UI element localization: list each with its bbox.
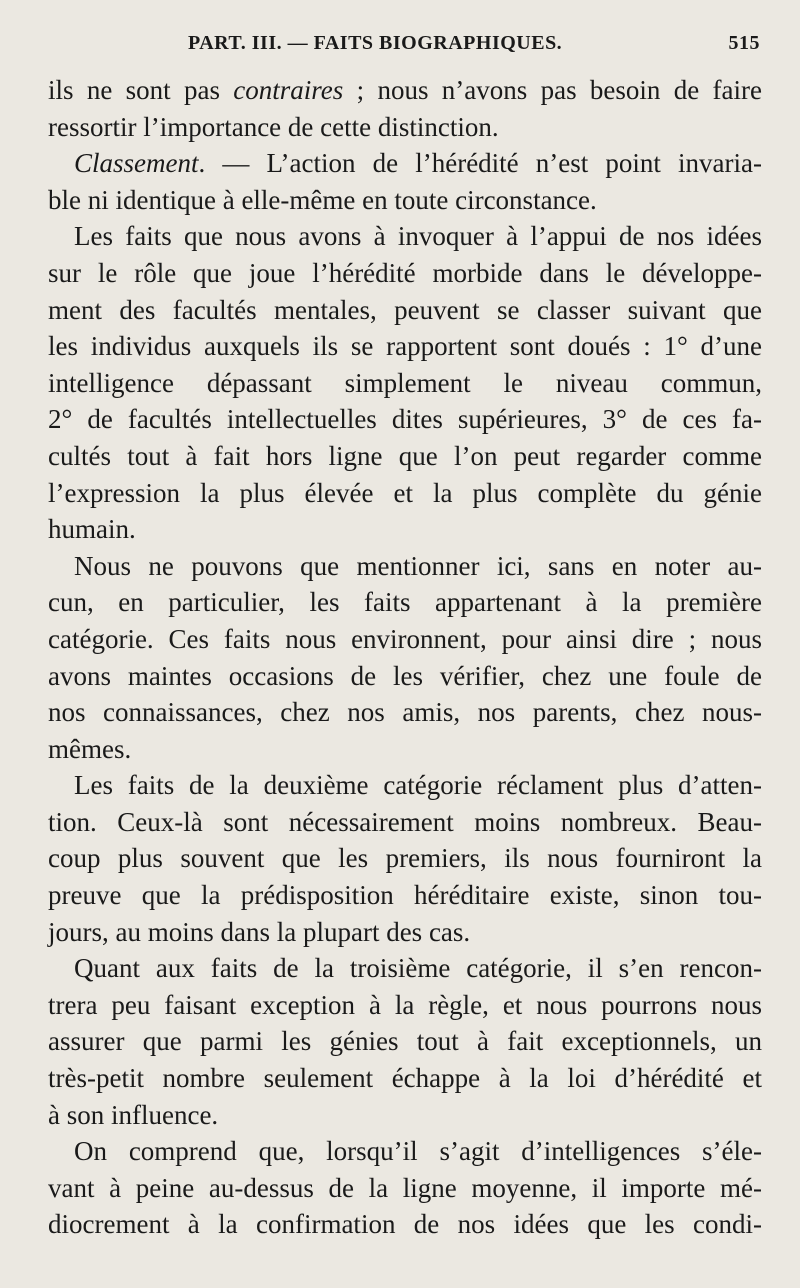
text-line: [48, 438, 762, 475]
text-segment: Quant aux faits de la troisième catégorie, il s’en rencon-: [74, 953, 762, 984]
text-segment: ils ne sont pas: [48, 75, 234, 105]
text-line: [48, 109, 762, 146]
text-line: [48, 767, 762, 804]
running-head: [188, 32, 762, 66]
text-line: [48, 658, 762, 695]
text-line: [48, 218, 762, 255]
text-segment: vant à peine au-dessus de la ligne moyenne, il importe mé-: [48, 1172, 762, 1203]
running-head-title: PART. III. — FAITS BIOGRAPHIQUES.: [188, 32, 563, 54]
text-segment: 2° de facultés intellectuelles dites supérieures, 3° de ces fa-: [48, 404, 762, 435]
text-line: [48, 1170, 762, 1207]
body-text: [48, 72, 762, 1243]
text-line: [48, 1060, 762, 1097]
italic-text: contraires: [233, 75, 344, 105]
text-segment: cultés tout à fait hors ligne que l’on peut regarder comme: [48, 440, 762, 471]
text-line: [48, 840, 762, 877]
text-line: [48, 621, 762, 658]
text-line: [48, 731, 762, 768]
text-segment: On comprend que, lorsqu’il s’agit d’intelligences s’éle-: [74, 1136, 762, 1167]
text-segment: catégorie. Ces faits nous environnent, pour ainsi dire ; nous: [48, 623, 762, 654]
text-line: [48, 987, 762, 1024]
text-segment: sur le rôle que joue l’hérédité morbide dans le développe-: [48, 257, 762, 288]
text-segment: jours, au moins dans la plupart des cas.: [48, 916, 471, 947]
text-line: [48, 401, 762, 438]
text-segment: preuve que la prédisposition héréditaire existe, sinon tou-: [48, 880, 762, 911]
italic-text: Classement: [74, 148, 199, 179]
text-segment: avons maintes occasions de les vérifier, chez une foule de: [48, 660, 762, 691]
page-number: 515: [728, 32, 760, 54]
text-line: [48, 365, 762, 402]
text-segment: Nous ne pouvons que mentionner ici, sans en noter au-: [74, 550, 762, 581]
text-segment: ble ni identique à elle-même en toute circonstance.: [48, 184, 597, 215]
text-segment: trera peu faisant exception à la règle, et nous pourrons nous: [48, 989, 762, 1020]
text-line: [48, 1133, 762, 1170]
text-segment: ; nous n’avons pas besoin de faire: [343, 75, 762, 105]
text-segment: nos connaissances, chez nos amis, nos parents, chez nous-: [48, 697, 762, 728]
text-line: [48, 950, 762, 987]
text-line: [48, 584, 762, 621]
text-line: [48, 292, 762, 329]
text-segment: mêmes.: [48, 733, 132, 764]
text-segment: intelligence dépassant simplement le niveau commun,: [48, 367, 762, 398]
text-segment: Les faits de la deuxième catégorie réclament plus d’atten-: [74, 770, 762, 801]
text-line: [48, 694, 762, 731]
text-segment: Les faits que nous avons à invoquer à l’appui de nos idées: [74, 221, 762, 252]
text-segment: ressortir l’importance de cette distinction.: [48, 111, 499, 142]
text-segment: tion. Ceux-là sont nécessairement moins nombreux. Beau-: [48, 806, 762, 837]
text-line: [48, 804, 762, 841]
text-segment: l’expression la plus élevée et la plus complète du génie: [48, 477, 762, 508]
text-segment: très-petit nombre seulement échappe à la loi d’hérédité et: [48, 1063, 762, 1094]
text-line: [48, 255, 762, 292]
text-segment: ment des facultés mentales, peuvent se classer suivant que: [48, 294, 762, 325]
text-line: [48, 328, 762, 365]
text-line: [48, 72, 762, 109]
text-line: [48, 475, 762, 512]
text-segment: coup plus souvent que les premiers, ils nous fourniront la: [48, 843, 762, 874]
text-segment: cun, en particulier, les faits appartenant à la première: [48, 587, 762, 618]
text-line: [48, 182, 762, 219]
text-segment: à son influence.: [48, 1099, 219, 1130]
text-line: [48, 1023, 762, 1060]
text-line: [48, 914, 762, 951]
text-line: [48, 548, 762, 585]
text-segment: diocrement à la confirmation de nos idées que les condi-: [48, 1209, 762, 1240]
text-segment: assurer que parmi les génies tout à fait exceptionnels, un: [48, 1026, 762, 1057]
text-segment: humain.: [48, 514, 136, 545]
text-line: [48, 511, 762, 548]
text-line: [48, 1097, 762, 1134]
text-segment: les individus auxquels ils se rapportent sont doués : 1° d’une: [48, 331, 762, 362]
text-line: [48, 877, 762, 914]
text-line: [48, 145, 762, 182]
text-segment: . — L’action de l’hérédité n’est point invaria-: [198, 148, 762, 179]
text-line: [48, 1206, 762, 1243]
